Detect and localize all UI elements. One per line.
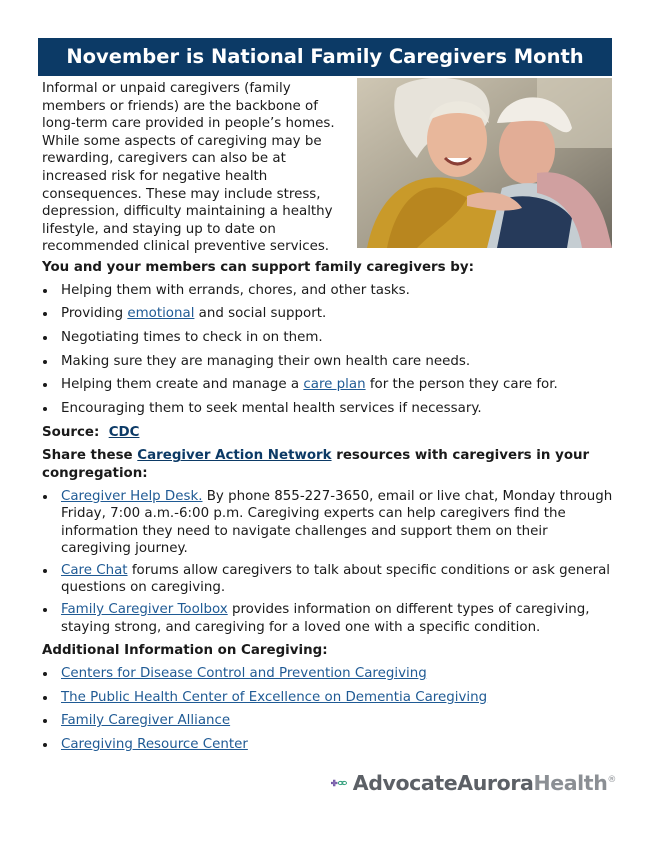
family-caregiver-toolbox-link[interactable]: Family Caregiver Toolbox xyxy=(61,602,228,618)
caregiving-resource-center-link[interactable]: Caregiving Resource Center xyxy=(61,736,248,752)
caregiver-help-desk-link[interactable]: Caregiver Help Desk. xyxy=(61,488,203,504)
share-heading-text: Share these xyxy=(42,448,138,464)
dementia-caregiving-link[interactable]: The Public Health Center of Excellence on Dementia Caregiving xyxy=(61,689,488,705)
advocate-aurora-health-logo xyxy=(331,769,616,797)
cdc-link[interactable]: CDC xyxy=(108,424,140,440)
additional-heading: Additional Information on Caregiving: xyxy=(42,643,328,659)
logo-wordmark xyxy=(353,771,616,795)
list-item-text: Providing xyxy=(61,306,128,322)
list-item xyxy=(42,562,617,597)
page-title-banner xyxy=(38,38,612,76)
logo-mark-icon xyxy=(331,771,347,795)
list-item-text: and social support. xyxy=(194,306,327,322)
care-chat-link[interactable]: Care Chat xyxy=(61,562,128,578)
intro-paragraph: Informal or unpaid caregivers (family members or friends) are the backbone of long-term care provided in people’s homes. While some aspects of caregiving may be rewarding, caregivers can also be at increased risk for negative health consequences. These may include stress, depression, difficulty maintaining a healthy lifestyle, and staying up to date on recommended clinical preventive services. xyxy=(42,81,335,255)
list-item xyxy=(42,305,617,323)
page-title: November is National Family Caregivers Month xyxy=(66,45,584,68)
list-item: Negotiating times to check in on them. xyxy=(42,329,617,347)
share-heading-text: resources with caregivers in your congregation: xyxy=(42,448,590,481)
registered-mark: ® xyxy=(607,775,616,786)
logo-part-health: Health xyxy=(533,771,608,795)
list-item: Making sure they are managing their own health care needs. xyxy=(42,353,617,371)
list-item xyxy=(42,376,617,394)
support-heading: You and your members can support family caregivers by: xyxy=(42,260,474,275)
list-item xyxy=(42,601,617,636)
caregivers-photo xyxy=(357,78,612,248)
source-line xyxy=(42,424,617,442)
source-label: Source: xyxy=(42,424,100,440)
list-item-text: provides information on different types of caregiving, staying strong, and caregiving for a loved one with a specific condition. xyxy=(61,602,590,635)
resources-list xyxy=(42,488,617,637)
family-caregiver-alliance-link[interactable]: Family Caregiver Alliance xyxy=(61,713,231,729)
emotional-link[interactable]: emotional xyxy=(127,306,195,322)
support-list xyxy=(42,282,617,418)
list-item xyxy=(42,665,617,683)
care-plan-link[interactable]: care plan xyxy=(303,377,366,393)
main-content xyxy=(42,259,617,760)
caregiver-action-network-link[interactable]: Caregiver Action Network xyxy=(137,448,332,464)
cdc-caregiving-link[interactable]: Centers for Disease Control and Prevention Caregiving xyxy=(61,665,427,681)
list-item-text: Helping them create and manage a xyxy=(61,377,304,393)
list-item-text: for the person they care for. xyxy=(365,377,558,393)
logo-part-aurora: Aurora xyxy=(457,771,534,795)
list-item xyxy=(42,712,617,730)
list-item: Helping them with errands, chores, and other tasks. xyxy=(42,282,617,300)
additional-links-list xyxy=(42,665,617,754)
list-item: Encouraging them to seek mental health services if necessary. xyxy=(42,400,617,418)
list-item xyxy=(42,488,617,558)
list-item-text: forums allow caregivers to talk about specific conditions or ask general questions on caregiving. xyxy=(61,562,610,596)
list-item-text: By phone 855-227-3650, email or live chat, Monday through Friday, 7:00 a.m.-6:00 p.m. Caregiving experts can help caregivers find the information they need to navigate challenges and support them on their caregiving journey. xyxy=(61,488,613,557)
list-item xyxy=(42,736,617,754)
logo-part-advocate: Advocate xyxy=(352,771,458,795)
share-heading xyxy=(42,447,617,482)
list-item xyxy=(42,689,617,707)
